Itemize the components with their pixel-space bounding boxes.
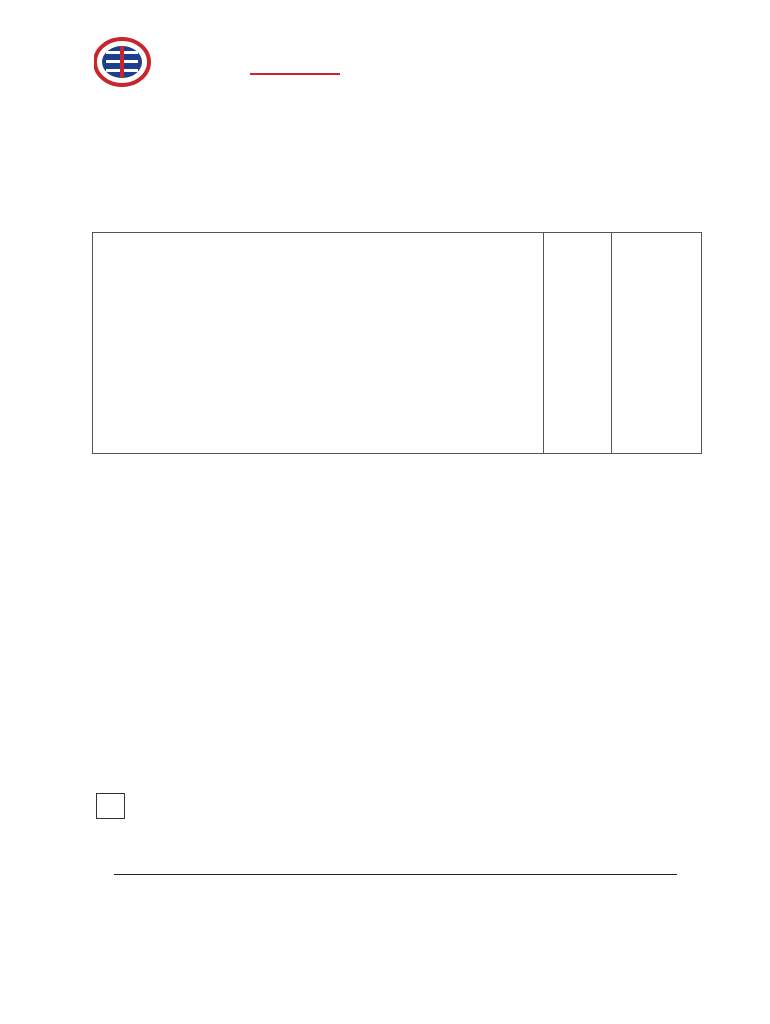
company-logo-emblem — [94, 36, 344, 88]
logo-divider — [250, 73, 340, 75]
table-col-divider — [611, 233, 612, 453]
table-col-divider — [543, 233, 544, 453]
declaration-checkbox[interactable] — [96, 793, 125, 819]
official-use-separator — [114, 874, 677, 875]
applicants-table — [92, 232, 702, 454]
